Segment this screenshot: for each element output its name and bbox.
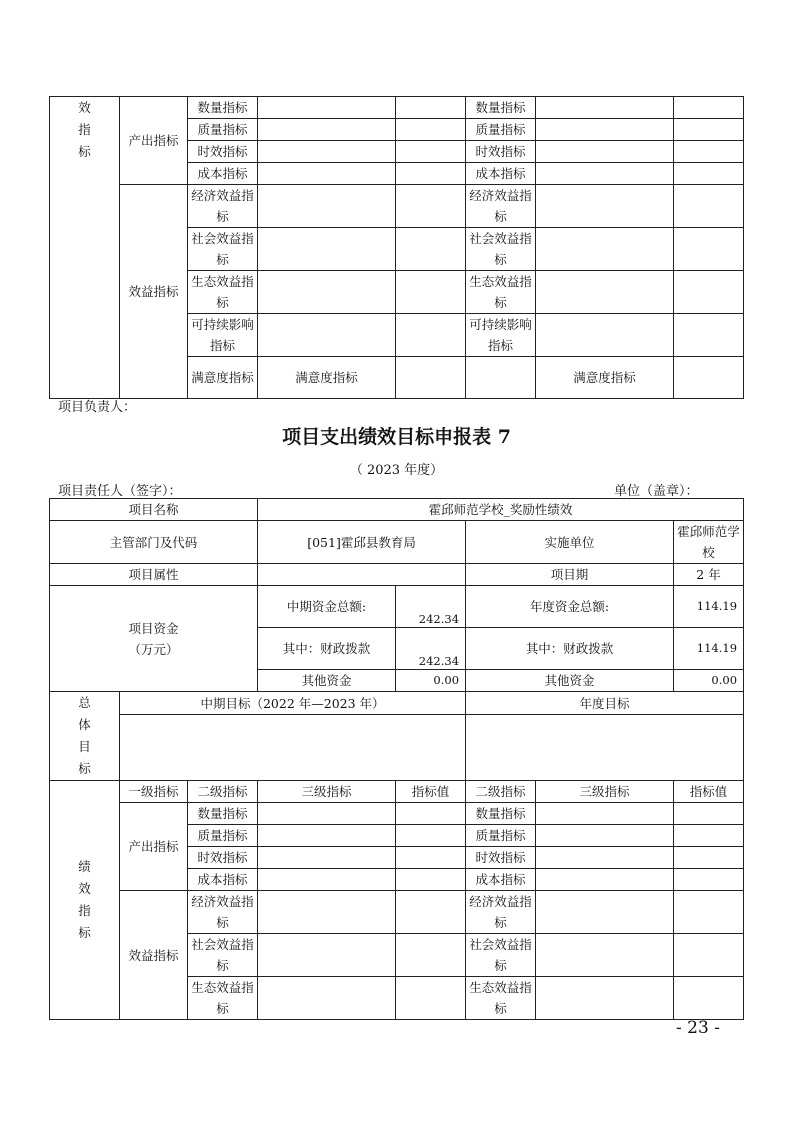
- impl-value: 霍邱师范学校: [674, 521, 744, 564]
- indicator-cell: 生态效益指标: [466, 271, 536, 314]
- indicator-cell: 质量指标: [188, 119, 258, 141]
- funds-label: 项目资金 （万元）: [50, 586, 258, 692]
- year-fiscal-value: 114.19: [674, 628, 744, 670]
- indicator-cell: 成本指标: [466, 869, 536, 891]
- indicator-cell: 社会效益指标: [188, 934, 258, 977]
- top-indicator-table: [49, 96, 744, 399]
- satisfaction-indicator-label: 满意度指标: [188, 357, 258, 399]
- mid-other-value: 0.00: [396, 670, 466, 692]
- year-total-value: 114.19: [674, 586, 744, 628]
- perf-indicator-label: 绩 效 指 标: [50, 781, 120, 1020]
- indicator-cell: 质量指标: [466, 119, 536, 141]
- mid-other-label: 其他资金: [258, 670, 396, 692]
- indicator-cell: 满意度指标: [536, 357, 674, 399]
- unit-label: 单位（盖章）：: [614, 484, 699, 499]
- indicator-cell: 经济效益指标: [188, 891, 258, 934]
- perf-indicator-label: 效 指 标: [50, 97, 120, 399]
- mid-fiscal-value: 242.34: [396, 628, 466, 670]
- page-number: - 23 -: [676, 1018, 720, 1038]
- header-level2: 二级指标: [188, 781, 258, 803]
- header-level3: 三级指标: [258, 781, 396, 803]
- indicator-cell: 生态效益指标: [188, 271, 258, 314]
- indicator-cell: 成本指标: [188, 869, 258, 891]
- responsible-note: 项目负责人：: [58, 400, 137, 415]
- attr-label: 项目属性: [50, 564, 258, 586]
- year-fiscal-label: 其中：财政拨款: [466, 628, 674, 670]
- indicator-cell: 生态效益指标: [466, 977, 536, 1020]
- impl-label: 实施单位: [466, 521, 674, 564]
- indicator-cell: 质量指标: [466, 825, 536, 847]
- mid-goal-header: 中期目标（2022 年—2023 年）: [120, 692, 466, 715]
- indicator-cell: 社会效益指标: [466, 228, 536, 271]
- indicator-cell: 成本指标: [188, 163, 258, 185]
- indicator-cell: 经济效益指标: [188, 185, 258, 228]
- year-other-label: 其他资金: [466, 670, 674, 692]
- indicator-cell: 可持续影响指标: [466, 314, 536, 357]
- header-level3: 三级指标: [536, 781, 674, 803]
- indicator-cell: 可持续影响指标: [188, 314, 258, 357]
- attr-value: [258, 564, 466, 586]
- indicator-cell: 社会效益指标: [188, 228, 258, 271]
- dept-value: [051]霍邱县教育局: [258, 521, 466, 564]
- project-name-value: 霍邱师范学校_奖励性绩效: [258, 499, 744, 521]
- year-goal-content: [466, 715, 744, 781]
- header-level1: 一级指标: [120, 781, 188, 803]
- indicator-cell: 数量指标: [466, 97, 536, 119]
- signer-label: 项目责任人（签字）：: [58, 484, 182, 499]
- indicator-cell: 时效指标: [466, 847, 536, 869]
- indicator-cell: 数量指标: [188, 97, 258, 119]
- indicator-cell: 时效指标: [188, 847, 258, 869]
- output-indicator-label: 产出指标: [120, 803, 188, 891]
- period-value: 2 年: [674, 564, 744, 586]
- mid-total-label: 中期资金总额:: [258, 586, 396, 628]
- indicator-cell: 时效指标: [466, 141, 536, 163]
- mid-fiscal-label: 其中：财政拨款: [258, 628, 396, 670]
- performance-form: [49, 498, 744, 1020]
- output-indicator-label: 产出指标: [120, 97, 188, 185]
- mid-total-value: 242.34: [396, 586, 466, 628]
- indicator-cell: 时效指标: [188, 141, 258, 163]
- project-name-label: 项目名称: [50, 499, 258, 521]
- year-line: （ 2023 年度）: [349, 463, 444, 478]
- period-label: 项目期: [466, 564, 674, 586]
- dept-label: 主管部门及代码: [50, 521, 258, 564]
- indicator-cell: 经济效益指标: [466, 185, 536, 228]
- header-value: 指标值: [396, 781, 466, 803]
- year-goal-header: 年度目标: [466, 692, 744, 715]
- header-level2: 二级指标: [466, 781, 536, 803]
- indicator-cell: 经济效益指标: [466, 891, 536, 934]
- indicator-cell: 成本指标: [466, 163, 536, 185]
- indicator-cell: 数量指标: [188, 803, 258, 825]
- header-value: 指标值: [674, 781, 744, 803]
- indicator-cell: 质量指标: [188, 825, 258, 847]
- overall-goal-label: 总 体 目 标: [50, 692, 120, 781]
- mid-goal-content: [120, 715, 466, 781]
- benefit-indicator-label: 效益指标: [120, 185, 188, 399]
- indicator-cell: 数量指标: [466, 803, 536, 825]
- indicator-cell: 满意度指标: [258, 357, 396, 399]
- year-total-label: 年度资金总额:: [466, 586, 674, 628]
- indicator-cell: 社会效益指标: [466, 934, 536, 977]
- page-title: 项目支出绩效目标申报表 7: [282, 426, 511, 448]
- year-other-value: 0.00: [674, 670, 744, 692]
- benefit-indicator-label: 效益指标: [120, 891, 188, 1020]
- indicator-cell: 生态效益指标: [188, 977, 258, 1020]
